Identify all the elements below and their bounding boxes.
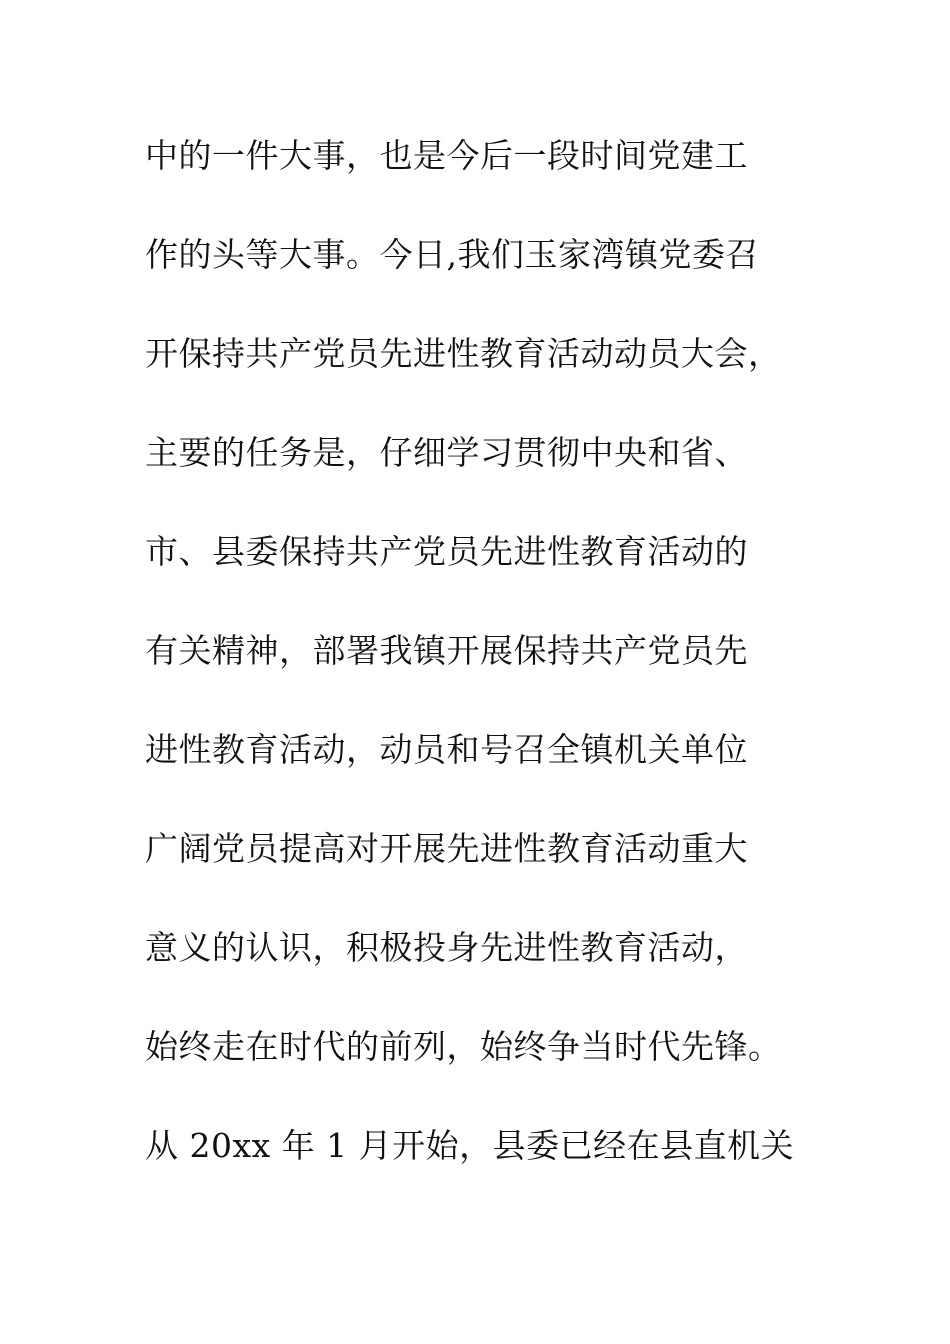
text-line-4: 主要的任务是，仔细学习贯彻中央和省、 — [145, 433, 748, 472]
text-line-2: 作的头等大事。今日,我们玉家湾镇党委召 — [145, 235, 759, 274]
text-line-10: 始终走在时代的前列，始终争当时代先锋。 — [145, 1027, 782, 1066]
text-line-9: 意义的认识，积极投身先进性教育活动， — [145, 928, 748, 967]
text-line-7: 进性教育活动，动员和号召全镇机关单位 — [145, 730, 748, 769]
body-text — [145, 128, 825, 1217]
text-line-11: 从 20xx 年 1 月开始，县委已经在县直机关 — [145, 1126, 795, 1165]
text-line-1: 中的一件大事，也是今后一段时间党建工 — [145, 136, 748, 175]
text-line-8: 广阔党员提高对开展先进性教育活动重大 — [145, 829, 748, 868]
text-line-3: 开保持共产党员先进性教育活动动员大会， — [145, 334, 782, 373]
text-line-5: 市、县委保持共产党员先进性教育活动的 — [145, 532, 748, 571]
text-line-6: 有关精神，部署我镇开展保持共产党员先 — [145, 631, 748, 670]
